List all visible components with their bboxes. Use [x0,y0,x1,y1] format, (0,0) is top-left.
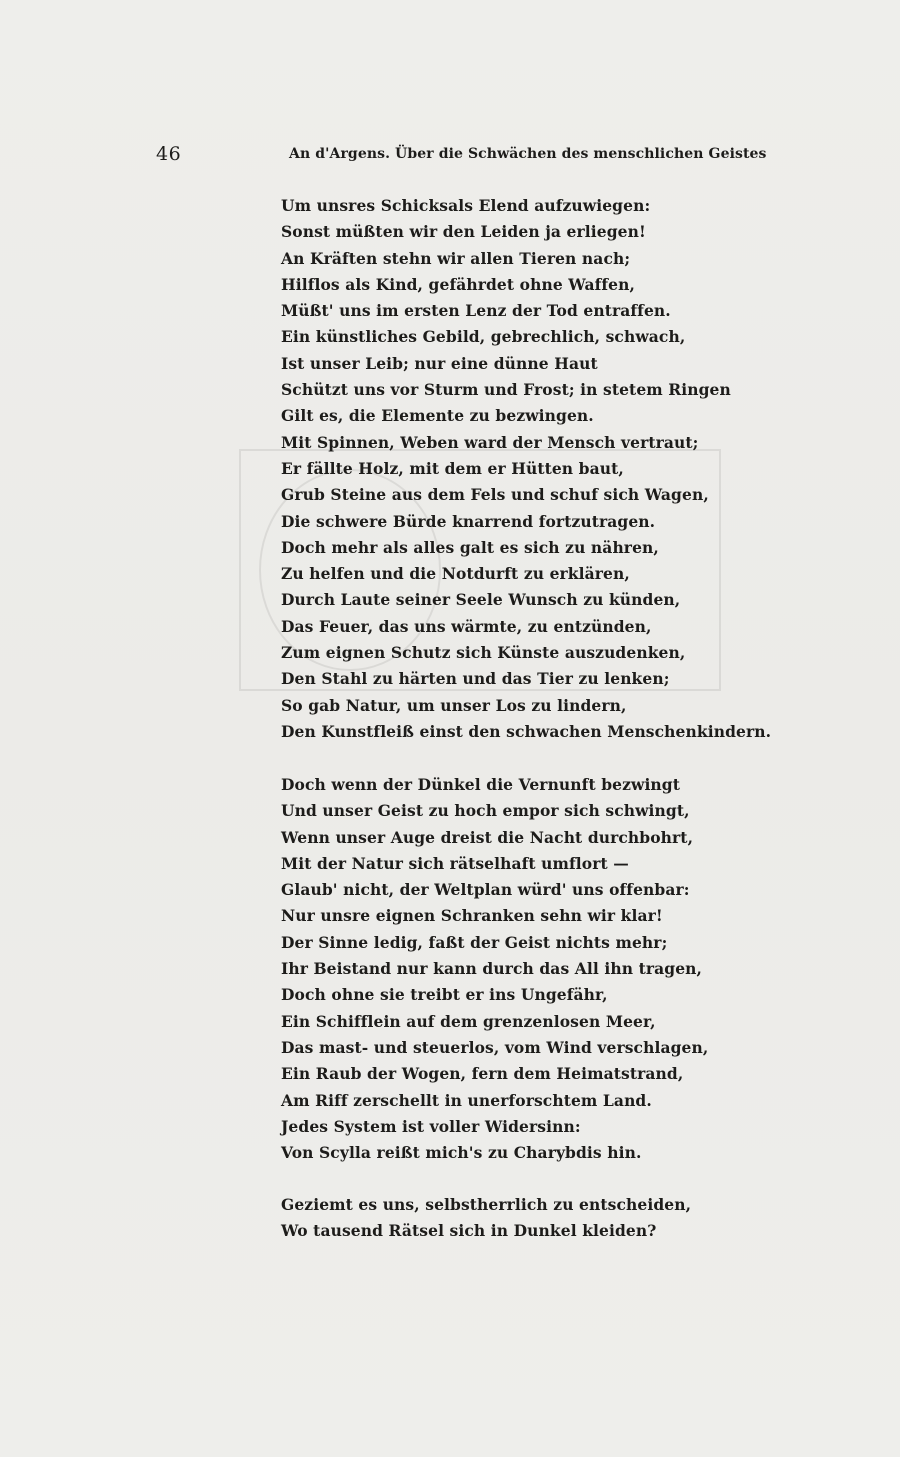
verse-line: Jedes System ist voller Widersinn: [281,1116,581,1136]
verse-line: Glaub' nicht, der Weltplan würd' uns offenbar: [281,880,690,900]
verse-line: Zu helfen und die Notdurft zu erklären, [281,564,630,584]
verse-line: Ein Schifflein auf dem grenzenlosen Meer, [281,1011,656,1031]
verse-line: Grub Steine aus dem Fels und schuf sich Wagen, [281,485,709,505]
verse-line: Zum eignen Schutz sich Künste auszudenken, [281,643,686,663]
verse-line: Doch wenn der Dünkel die Vernunft bezwingt [281,775,680,794]
verse-line: Ein Raub der Wogen, fern dem Heimatstrand, [281,1064,684,1084]
verse-line: An Kräften stehn wir allen Tieren nach; [281,248,631,268]
verse-line: Mit der Natur sich rätselhaft umflort — [281,853,629,873]
verse-line: Am Riff zerschellt in unerforschtem Land. [281,1090,652,1110]
page-number: 46 [156,143,182,165]
verse-line: Wo tausend Rätsel sich in Dunkel kleiden? [281,1221,657,1241]
verse-line: Ihr Beistand nur kann durch das All ihn tragen, [281,959,703,979]
verse-line: Nur unsre eignen Schranken sehn wir klar! [281,906,663,926]
verse-line: Wenn unser Auge dreist die Nacht durchbohrt, [281,827,694,847]
verse-line: Schützt uns vor Sturm und Frost; in stetem Ringen [281,380,731,400]
verse-line: Von Scylla reißt mich's zu Charybdis hin. [281,1143,642,1163]
verse-line: Die schwere Bürde knarrend fortzutragen. [281,511,656,531]
verse-line: Das mast- und steuerlos, vom Wind verschlagen, [281,1037,709,1057]
verse-line: Hilflos als Kind, gefährdet ohne Waffen, [281,274,635,294]
verse-line: Gilt es, die Elemente zu bezwingen. [281,406,594,426]
verse-line: Und unser Geist zu hoch empor sich schwingt, [281,801,690,821]
stanza-2 [281,772,721,1166]
running-title: An d'Argens. Über die Schwächen des menschlichen Geistes [289,146,767,162]
verse-line: Er fällte Holz, mit dem er Hütten baut, [281,458,624,478]
verse-line: Der Sinne ledig, faßt der Geist nichts mehr; [281,932,668,952]
stanza-1 [281,193,772,745]
verse-line: Das Feuer, das uns wärmte, zu entzünden, [281,616,652,636]
verse-line: Sonst müßten wir den Leiden ja erliegen! [281,222,646,242]
verse-line: Um unsres Schicksals Elend aufzuwiegen: [281,196,651,215]
verse-line: Geziemt es uns, selbstherrlich zu entscheiden, [281,1195,692,1214]
stanza-3 [281,1192,721,1245]
verse-line: Durch Laute seiner Seele Wunsch zu künden, [281,590,681,610]
verse-line: Ein künstliches Gebild, gebrechlich, schwach, [281,327,686,347]
verse-line: Doch mehr als alles galt es sich zu nähren, [281,537,659,557]
verse-line: Doch ohne sie treibt er ins Ungefähr, [281,985,608,1005]
verse-line: Müßt' uns im ersten Lenz der Tod entraffen. [281,301,671,321]
verse-line: Mit Spinnen, Weben ward der Mensch vertraut; [281,432,699,452]
verse-line: Ist unser Leib; nur eine dünne Haut [281,353,598,373]
verse-line: Den Stahl zu härten und das Tier zu lenken; [281,669,670,689]
verse-line: Den Kunstfleiß einst den schwachen Menschenkindern. [281,721,772,741]
verse-line: So gab Natur, um unser Los zu lindern, [281,695,627,715]
